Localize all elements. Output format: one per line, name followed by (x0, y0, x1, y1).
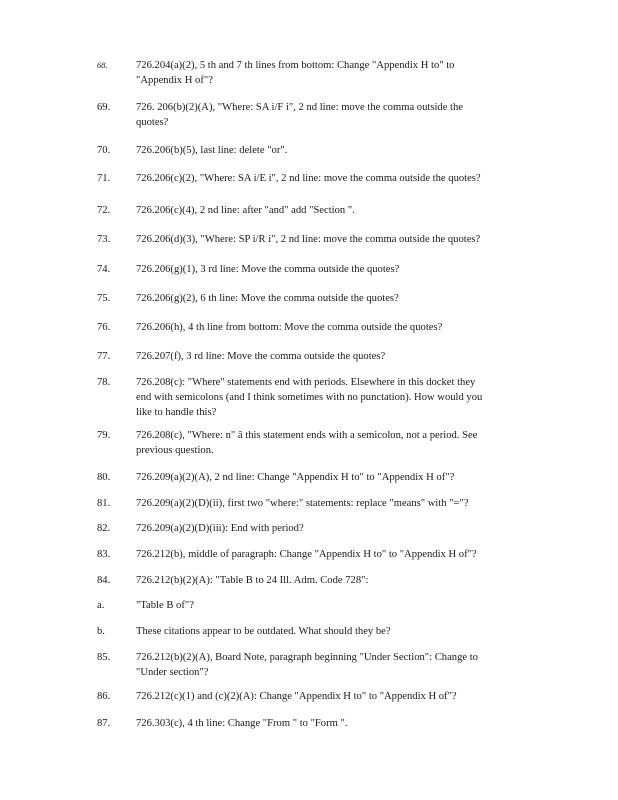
item-text (136, 232, 528, 247)
item-line: 726.209(a)(2)(D)(iii): End with period? (136, 523, 304, 534)
item-number: a. (97, 600, 105, 611)
item-number: 73. (97, 234, 111, 245)
item-line: like to handle this? (136, 407, 217, 418)
item-line: end with semicolons (and I think sometimes with no punctation). How would you (136, 392, 483, 403)
item-number: 79. (97, 430, 111, 441)
item-number: 74. (97, 264, 111, 275)
item-text (136, 650, 528, 680)
item-line: 726.207(f), 3 rd line: Move the comma outside the quotes? (136, 351, 386, 362)
item-text (136, 320, 528, 335)
item-number: b. (97, 626, 105, 637)
item-text (136, 470, 528, 485)
item-text (136, 203, 528, 218)
item-line: previous question. (136, 445, 214, 456)
item-number: 83. (97, 549, 111, 560)
item-number: 68. (97, 60, 108, 70)
item-number: 87. (97, 718, 111, 729)
item-line: "Under section"? (136, 667, 209, 678)
item-number: 76. (97, 322, 111, 333)
item-line: "Appendix H of"? (136, 75, 213, 86)
item-line: 726. 206(b)(2)(A), "Where: SA i/F i", 2 nd line: move the comma outside the (136, 102, 463, 113)
item-text (136, 171, 528, 186)
item-number: 80. (97, 472, 111, 483)
item-line: 726.206(c)(2), "Where: SA i/E i", 2 nd line: move the comma outside the quotes? (136, 173, 481, 184)
item-line: 726.204(a)(2), 5 th and 7 th lines from bottom: Change "Appendix H to" to (136, 60, 455, 71)
item-number: 72. (97, 205, 111, 216)
item-text (136, 547, 528, 562)
item-text (136, 598, 528, 613)
item-text (136, 375, 528, 420)
item-number: 82. (97, 523, 111, 534)
item-number: 71. (97, 173, 111, 184)
item-number: 77. (97, 351, 111, 362)
item-text (136, 100, 528, 130)
item-text (136, 58, 528, 88)
item-number: 69. (97, 102, 111, 113)
item-number: 86. (97, 691, 111, 702)
item-line: 726.206(c)(4), 2 nd line: after "and" add "Section ". (136, 205, 355, 216)
item-line: 726.206(g)(2), 6 th line: Move the comma outside the quotes? (136, 293, 399, 304)
item-number: 85. (97, 652, 111, 663)
item-text (136, 349, 528, 364)
item-line: 726.303(c), 4 th line: Change "From " to "Form ". (136, 718, 348, 729)
item-text (136, 428, 528, 458)
item-line: 726.206(g)(1), 3 rd line: Move the comma outside the quotes? (136, 264, 400, 275)
item-text (136, 291, 528, 306)
item-line: 726.212(b), middle of paragraph: Change "Appendix H to" to "Appendix H of"? (136, 549, 477, 560)
item-text (136, 624, 528, 639)
item-text (136, 689, 528, 704)
item-line: 726.208(c): "Where" statements end with periods. Elsewhere in this docket they (136, 377, 476, 388)
item-number: 78. (97, 377, 111, 388)
item-line: 726.212(c)(1) and (c)(2)(A): Change "Appendix H to" to "Appendix H of"? (136, 691, 457, 702)
item-line: "Table B of"? (136, 600, 194, 611)
item-text (136, 521, 528, 536)
item-number: 84. (97, 575, 111, 586)
item-text (136, 573, 528, 588)
item-line: 726.206(d)(3), "Where: SP i/R i", 2 nd line: move the comma outside the quotes? (136, 234, 481, 245)
item-line: 726.212(b)(2)(A), Board Note, paragraph beginning "Under Section": Change to (136, 652, 478, 663)
item-line: 726.208(c), "Where: n" â this statement ends with a semicolon, not a period. See (136, 430, 478, 441)
item-text (136, 262, 528, 277)
item-line: 726.206(b)(5), last line: delete "or". (136, 145, 288, 156)
item-number: 75. (97, 293, 111, 304)
item-line: 726.212(b)(2)(A): "Table B to 24 Ill. Adm. Code 728": (136, 575, 369, 586)
item-line: 726.209(a)(2)(D)(ii), first two "where:" statements: replace "means" with "="? (136, 498, 469, 509)
item-line: 726.206(h), 4 th line from bottom: Move the comma outside the quotes? (136, 322, 443, 333)
item-text (136, 143, 528, 158)
item-number: 70. (97, 145, 111, 156)
item-text (136, 496, 528, 511)
item-number: 81. (97, 498, 111, 509)
item-line: quotes? (136, 117, 169, 128)
item-line: 726.209(a)(2)(A), 2 nd line: Change "Appendix H to" to "Appendix H of"? (136, 472, 455, 483)
item-line: These citations appear to be outdated. What should they be? (136, 626, 391, 637)
item-text (136, 716, 528, 731)
